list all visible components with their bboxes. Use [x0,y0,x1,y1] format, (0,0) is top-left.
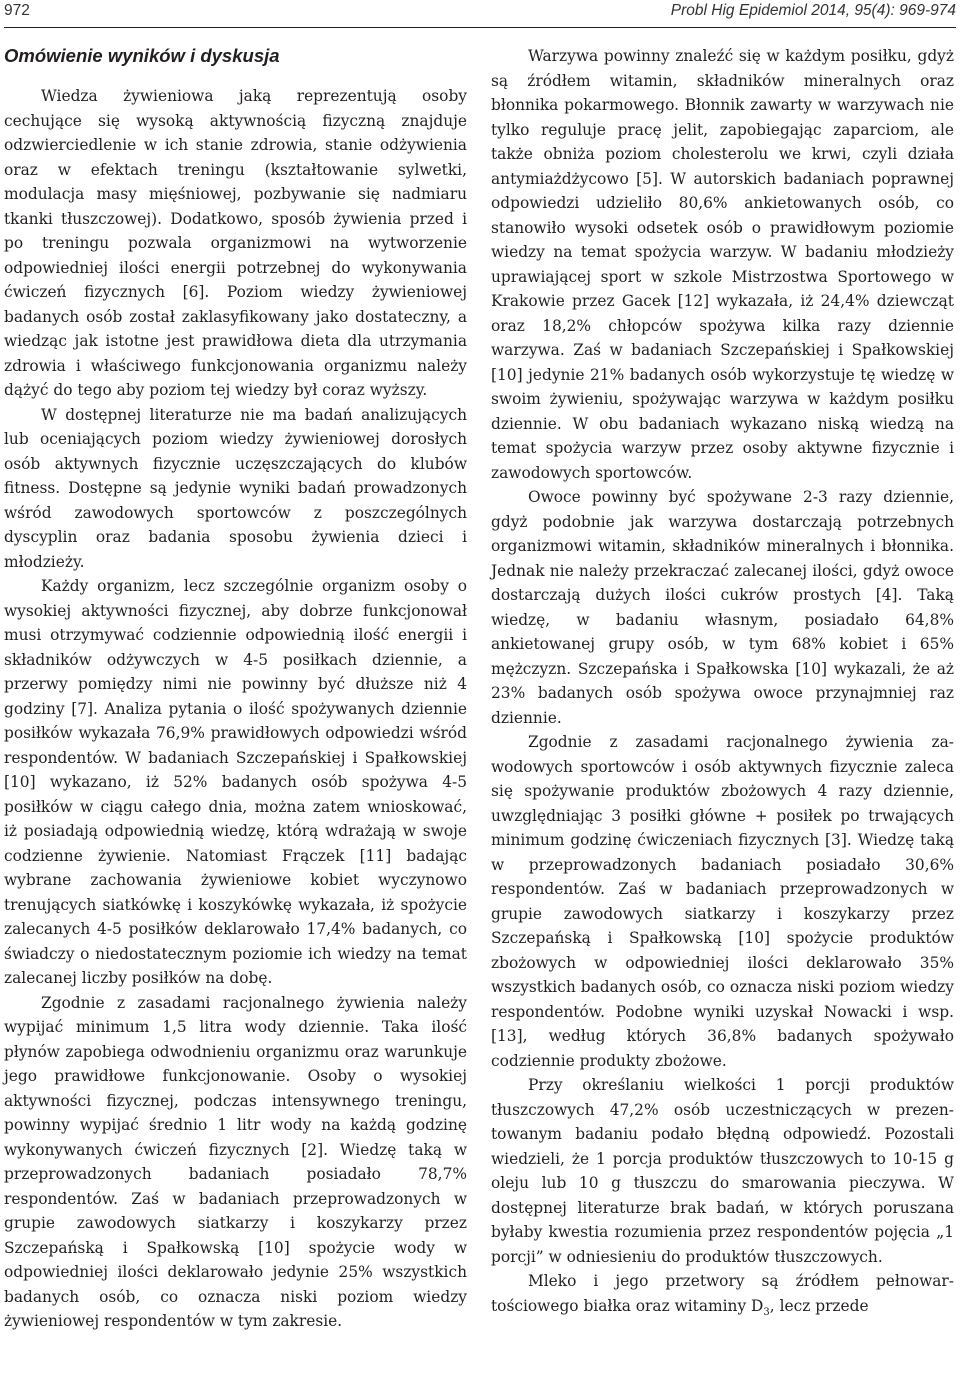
paragraph: Warzywa powinny znaleźć się w każdym posiłku, gdyż są źródłem witamin, składników mineralnych oraz błonnika pokarmowego. Błonnik zawarty w warzywach nie tylko reguluje pracę jelit, zapobiegając zaparciom, ale także obniża poziom cholesterolu we krwi, czyli działa antymiażdżycowo [5]. W autorskich badaniach poprawnej odpowiedzi udzieliło 80,6% ankietowanych osób, co stanowiło wysoki odsetek osób o prawidłowym poziomie wiedzy na temat spożycia warzyw. W badaniu młodzieży uprawiającej sport w szkole Mistrzostwa Sportowego w Krakowie przez Gacek [12] wykazała, iż 24,4% dziewcząt oraz 18,2% chłopców spożywa kilka razy dziennie warzywa. Zaś w badaniach Szczepańskiej i Spałkowskiej [10] jedynie 21% badanych osób wykorzystuje tę wiedzę w swoim żywieniu, spożywając warzywa w każdym posiłku dziennie. W obu badaniach wykazano niską wiedzą na temat spożycia warzyw przez osoby aktywne fizycznie i zawodowych sportowców. [491,47,954,482]
paragraph-text: Mleko i jego przetwory są źródłem pełnowartościowego białka oraz witaminy D [491,1272,954,1315]
section-heading: Omówienie wyników i dyskusja [4,45,280,66]
paragraph: Zgodnie z zasadami racjonalnego żywienia zawodowych sportowców i osób aktywnych fizycznie zaleca się spożywanie produktów zbożowych 4 razy dziennie, uwzględniając 3 posiłki główne + posiłek po trwających minimum godzinę ćwiczeniach fizycznych [3]. Wiedzę taką w przeprowadzonych badaniach posiadało 30,6% respondentów. Zaś w badaniach przeprowadzonych w grupie zawodowych siatkarzy i koszykarzy przez Szczepańską i Spałkowską [10] spożycie produktów zbożowych w odpowiedniej ilości deklarowało 35% wszystkich badanych osób, co oznacza niski poziom wiedzy respondentów. Podobne wyniki uzyskał Nowacki i wsp. [13], według których 36,8% badanych spożywało codziennie produkty zbożowe. [491,733,954,1070]
page-number: 972 [4,2,30,19]
paragraph: Zgodnie z zasadami racjonalnego żywienia należy wypijać minimum 1,5 litra wody dziennie. Taka ilość płynów zapobiega odwodnieniu organizmu oraz warunkuje jego prawidłowe funkcjonowanie. Osoby o wysokiej aktywności fizycznej, podczas intensywnego treningu, powinny wypijać średnio 1 litr wody na każdą godzinę wykonywanych ćwiczeń fizycznych [2]. Wiedzę taką w przeprowadzonych badaniach posiadało 78,7% respondentów. Zaś w badaniach przeprowadzonych w grupie zawodowych siatkarzy i koszykarzy przez Szczepańską i Spałkowską [10] spożycie wody w odpowiedniej ilości deklarowało jedynie 25% wszystkich badanych osób, co oznacza niski poziom wiedzy żywieniowej respondentów w tym zakresie. [4,993,467,1330]
paragraph: Wiedza żywieniowa jaką reprezentują osoby cechujące się wysoką aktywnością fizyczną znajduje odzwierciedlenie w ich stanie zdrowia, stanie odżywienia oraz w efektach treningu (kształtowanie sylwetki, modulacja masy mięśniowej, pozbywanie się nadmiaru tkanki tłuszczowej). Dodatkowo, sposób żywienia przed i po treningu pozwala organizmowi na wytworzenie odpowiedniej ilości energii potrzebnej do wykonywania ćwiczeń fizycznych [6]. Poziom wiedzy żywieniowej badanych osób został zaklasyfikowany jako dostateczny, a wiedząc jak istotne jest prawidłowa dieta dla utrzymania zdrowia i właściwego funkcjonowania organizmu należy dążyć do tego aby poziom tej wiedzy był coraz wyższy. [4,87,467,399]
paragraph-text-end: , lecz przede [769,1296,869,1315]
header-rule [4,27,956,28]
paragraph-continued [491,1269,954,1318]
paragraph: Każdy organizm, lecz szczególnie organizm osoby o wysokiej aktywności fizycznej, aby dobrze funkcjonował musi otrzymywać codziennie odpowiednią ilość energii i składników odżywczych w 4-5 posiłkach dziennie, a przerwy pomiędzy nimi nie powinny być dłuższe niż 4 godziny [7]. Analiza pytania o ilość spożywanych dziennie posiłków wykazała 76,9% prawidłowych odpowiedzi wśród respondentów. W badaniach Szczepańskiej i Spałkowskiej [10] wykazano, iż 52% badanych osób spożywa 4-5 posiłków w ciągu całego dnia, można zatem wnioskować, iż posiadają odpowiednią wiedzę, którą wdrażają w swoje codzienne żywienie. Natomiast Frączek [11] badając wybrane zachowania żywieniowe kobiet wyczynowo trenujących siatkówkę i koszykówkę wykazała, iż spożycie zalecanych 4-5 posiłków deklarowało 17,4% badanych, co świadczy o niedostatecznym poziomie ich wiedzy na temat zalecanej liczby posiłków na dobę. [4,577,467,987]
paragraph: W dostępnej literaturze nie ma badań analizujących lub oceniających poziom wiedzy żywieniowej dorosłych osób aktywnych fizycznie uczęszczających do klubów fitness. Dostępne są jedynie wyniki badań prowadzonych wśród zawodowych sportowców z poszczególnych dyscyplin oraz badania sposobu żywienia dzieci i młodzieży. [4,405,467,571]
subscript: 3 [763,1306,770,1318]
right-column [491,44,954,1318]
journal-citation: Probl Hig Epidemiol 2014, 95(4): 969-974 [670,2,956,19]
left-column [4,84,467,1334]
paragraph: Owoce powinny być spożywane 2-3 razy dziennie, gdyż podobnie jak warzywa dostarczają potrzebnych organizmowi witamin, składników mineralnych i błonnika. Jednak nie należy przekraczać zalecanej ilości, gdyż owoce dostarczają dużych ilości cukrów prostych [4]. Taką wiedzę, w badaniu własnym, posiadało 64,8% ankietowanej grupy osób, w tym 68% kobiet i 65% mężczyzn. Szczepańska i Spałkowska [10] wykazali, że aż 23% badanych osób spożywa owoce przynajmniej raz dziennie. [491,488,954,727]
paragraph: Przy określaniu wielkości 1 porcji produktów tłuszczowych 47,2% osób uczestniczących w prezentowanym badaniu podało błędną odpowiedź. Pozostali wiedzieli, że 1 porcja produktów tłuszczowych to 10-15 g oleju lub 10 g tłuszczu do smarowania pieczywa. W dostępnej literaturze brak badań, w których poruszana byłaby kwestia rozumienia przez respondentów pojęcia „1 porcji” w odniesieniu do produktów tłuszczowych. [491,1076,954,1266]
running-header [0,0,960,26]
